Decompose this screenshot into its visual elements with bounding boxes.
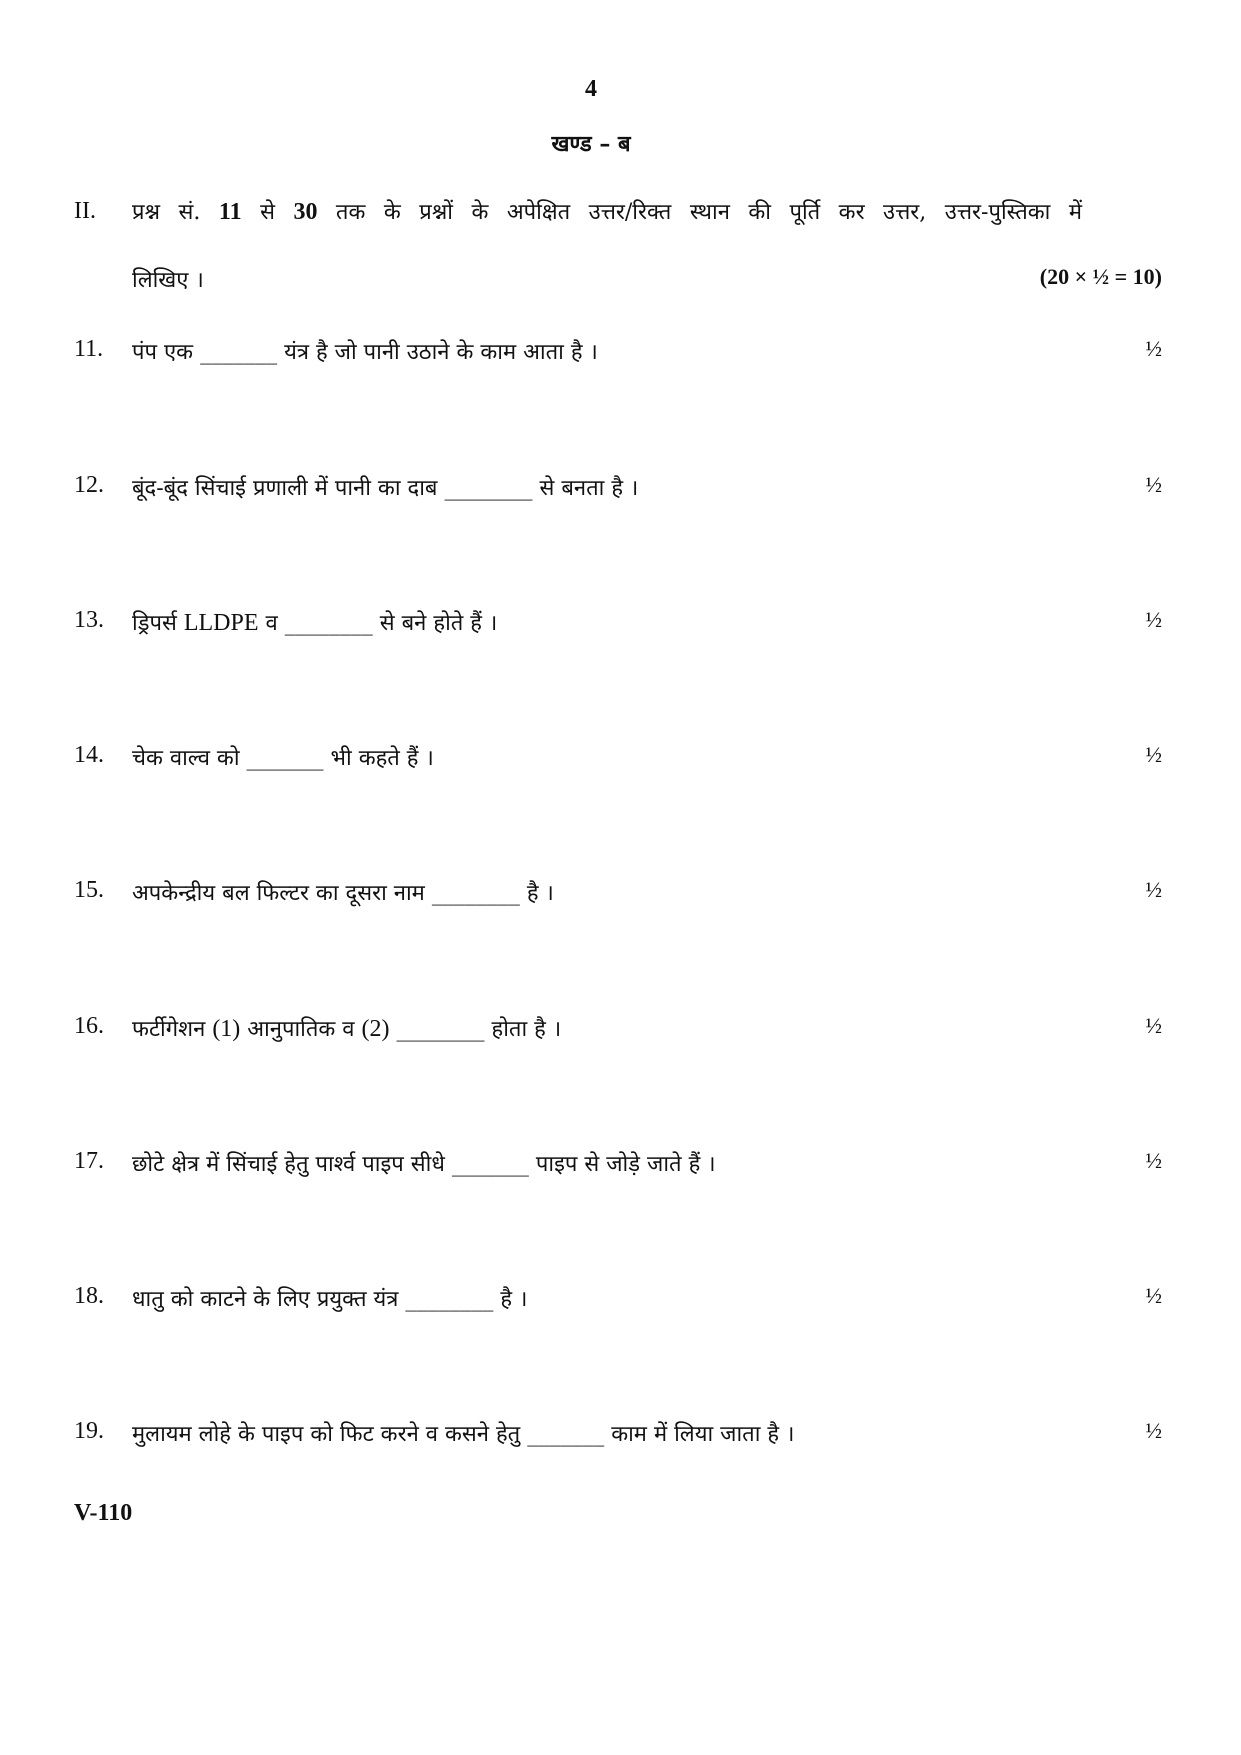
question-number: 13. <box>74 607 104 633</box>
answer-blank: _______ <box>200 340 278 365</box>
question-text-latin: LLDPE <box>183 610 259 636</box>
instruction-from: 11 <box>218 199 242 225</box>
instruction-line-2: लिखिए । <box>132 268 204 293</box>
question-text-before: फर्टीगेशन <box>132 1017 206 1042</box>
question-text-before: धातु को काटने के लिए प्रयुक्त यंत्र <box>132 1287 399 1312</box>
question-19 <box>74 1418 1162 1458</box>
question-text-after: से बनता है । <box>539 476 639 501</box>
question-text-before-2: व <box>265 611 278 636</box>
question-mark: ½ <box>1145 1418 1162 1443</box>
question-text <box>132 742 434 772</box>
question-text-before-2: आनुपातिक व <box>247 1017 355 1042</box>
question-text <box>132 336 598 366</box>
question-text-after: यंत्र है जो पानी उठाने के काम आता है । <box>284 340 598 365</box>
question-16 <box>74 1013 1162 1053</box>
question-number: 14. <box>74 742 104 768</box>
question-text-before: ड्रिपर्स <box>132 611 177 636</box>
question-text-before: छोटे क्षेत्र में सिंचाई हेतु पार्श्व पाइप सीधे <box>132 1152 445 1177</box>
instruction-marks: (20 × ½ = 10) <box>1039 264 1162 289</box>
instruction-numeral: II. <box>74 198 96 224</box>
question-text <box>132 1148 716 1178</box>
question-text-after: पाइप से जोड़े जाते हैं । <box>535 1152 716 1177</box>
question-number: 18. <box>74 1283 104 1309</box>
question-17 <box>74 1148 1162 1188</box>
question-mark: ½ <box>1145 742 1162 767</box>
instruction-part-b: से <box>260 200 275 225</box>
question-number: 12. <box>74 472 104 498</box>
question-text-before: बूंद-बूंद सिंचाई प्रणाली में पानी का दाब <box>132 476 438 501</box>
question-14 <box>74 742 1162 782</box>
answer-blank: ________ <box>431 881 520 906</box>
question-text-after: भी कहते हैं । <box>330 746 434 771</box>
question-mark: ½ <box>1145 607 1162 632</box>
question-number: 17. <box>74 1148 104 1174</box>
instruction-part-c: तक के प्रश्नों के अपेक्षित उत्तर/रिक्त स्थान की पूर्ति कर उत्तर, उत्तर-पुस्तिका में <box>335 200 1082 225</box>
question-text-before: पंप एक <box>132 340 194 365</box>
question-mark: ½ <box>1145 336 1162 361</box>
question-text <box>132 607 497 637</box>
instruction-line-1 <box>132 196 1082 226</box>
question-text-before: चेक वाल्व को <box>132 746 240 771</box>
question-text-after: है । <box>526 881 554 906</box>
answer-blank: ________ <box>444 476 533 501</box>
paper-code: V-110 <box>74 1500 133 1526</box>
answer-blank: ________ <box>284 611 373 636</box>
question-text <box>132 877 554 907</box>
page-number: 4 <box>585 76 597 102</box>
question-mark: ½ <box>1145 1013 1162 1038</box>
question-text-after: होता है । <box>491 1017 562 1042</box>
question-text <box>132 1283 527 1313</box>
instruction-to: 30 <box>293 199 318 225</box>
instruction-part-a: प्रश्न सं. <box>132 200 201 225</box>
question-mark: ½ <box>1145 1283 1162 1308</box>
question-mark: ½ <box>1145 877 1162 902</box>
question-13 <box>74 607 1162 647</box>
question-text-latin: (1) <box>212 1016 241 1042</box>
question-text-before: मुलायम लोहे के पाइप को फिट करने व कसने हेतु <box>132 1422 521 1447</box>
question-15 <box>74 877 1162 917</box>
question-text-after: है । <box>500 1287 528 1312</box>
question-number: 19. <box>74 1418 104 1444</box>
question-mark: ½ <box>1145 472 1162 497</box>
question-text-latin-2: (2) <box>361 1016 390 1042</box>
question-number: 15. <box>74 877 104 903</box>
answer-blank: ________ <box>405 1287 494 1312</box>
question-text <box>132 1013 561 1043</box>
answer-blank: _______ <box>451 1152 529 1177</box>
question-11 <box>74 336 1162 376</box>
question-mark: ½ <box>1145 1148 1162 1173</box>
answer-blank: _______ <box>527 1422 605 1447</box>
question-number: 11. <box>74 336 104 362</box>
question-18 <box>74 1283 1162 1323</box>
question-text-before: अपकेन्द्रीय बल फिल्टर का दूसरा नाम <box>132 881 425 906</box>
answer-blank: _______ <box>246 746 324 771</box>
answer-blank: ________ <box>396 1017 485 1042</box>
section-title: खण्ड – ब <box>551 131 631 157</box>
question-12 <box>74 472 1162 512</box>
question-number: 16. <box>74 1013 104 1039</box>
question-text <box>132 472 638 502</box>
question-text-after: से बने होते हैं । <box>379 611 498 636</box>
question-text <box>132 1418 794 1448</box>
question-text-after: काम में लिया जाता है । <box>611 1422 795 1447</box>
